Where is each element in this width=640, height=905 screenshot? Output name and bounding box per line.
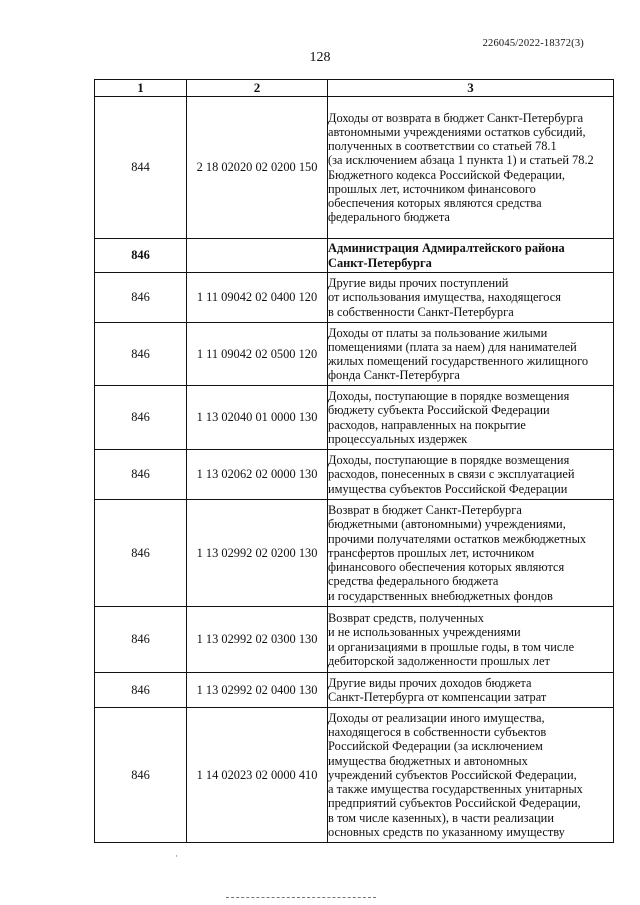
admin-code-cell: 846: [95, 500, 187, 607]
table-row: [95, 97, 614, 239]
budget-code-cell: 1 13 02062 02 0000 130: [187, 450, 328, 500]
budget-code-cell: [187, 239, 328, 273]
revenue-name-cell: Другие виды прочих доходов бюджета Санкт-Петербурга от компенсации затрат: [328, 673, 614, 708]
table-row: [95, 500, 614, 607]
budget-revenue-table: [94, 79, 614, 843]
revenue-name-cell: Доходы, поступающие в порядке возмещения расходов, понесенных в связи с эксплуатацией имущества субъектов Российской Федерации: [328, 450, 614, 500]
budget-code-cell: 2 18 02020 02 0200 150: [187, 97, 328, 239]
document-id: 226045/2022-18372(3): [482, 38, 584, 49]
table-row: [95, 673, 614, 708]
revenue-name-cell: Доходы от возврата в бюджет Санкт-Петербурга автономными учреждениями остатков субсидий, полученных в соответствии со статьей 78.1 (за исключением абзаца 1 пункта 1) и статьей 78.2 Бюджетного кодекса Российской Федерации, прошлых лет, источником финансового обеспечения которых являются средства федерального бюджета: [328, 97, 614, 239]
budget-code-cell: 1 13 02992 02 0200 130: [187, 500, 328, 607]
budget-code-cell: 1 13 02992 02 0300 130: [187, 607, 328, 673]
column-header-3: 3: [328, 80, 614, 97]
budget-code-cell: 1 13 02992 02 0400 130: [187, 673, 328, 708]
scan-mark: ·: [175, 851, 178, 861]
admin-code-cell: 846: [95, 607, 187, 673]
admin-code-cell: 846: [95, 239, 187, 273]
revenue-name-cell: Доходы от платы за пользование жилыми помещениями (плата за наем) для нанимателей жилых помещений государственного жилищного фонда Санкт-Петербурга: [328, 323, 614, 386]
budget-code-cell: 1 11 09042 02 0400 120: [187, 273, 328, 323]
revenue-name-cell: Возврат в бюджет Санкт-Петербурга бюджетными (автономными) учреждениями, прочими получателями остатков межбюджетных трансфертов прошлых лет, источником финансового обеспечения которых являются средства федерального бюджета и государственных внебюджетных фондов: [328, 500, 614, 607]
revenue-name-cell: Возврат средств, полученных и не использованных учреждениями и организациями в прошлые годы, в том числе дебиторской задолженности прошлых лет: [328, 607, 614, 673]
table-row: [95, 450, 614, 500]
admin-code-cell: 846: [95, 673, 187, 708]
column-header-2: 2: [187, 80, 328, 97]
admin-code-cell: 846: [95, 386, 187, 450]
table-row: [95, 708, 614, 843]
budget-code-cell: 1 13 02040 01 0000 130: [187, 386, 328, 450]
table-header-row: [95, 80, 614, 97]
admin-code-cell: 846: [95, 450, 187, 500]
table-row: [95, 607, 614, 673]
admin-code-cell: 846: [95, 708, 187, 843]
page-number: 128: [309, 50, 331, 65]
table-row: [95, 273, 614, 323]
admin-code-cell: 846: [95, 323, 187, 386]
column-header-1: 1: [95, 80, 187, 97]
organization-row: [95, 239, 614, 273]
scan-artifact-divider: [226, 897, 376, 898]
revenue-name-cell: Доходы, поступающие в порядке возмещения бюджету субъекта Российской Федерации расходов, направленных на покрытие процессуальных издержек: [328, 386, 614, 450]
budget-code-cell: 1 11 09042 02 0500 120: [187, 323, 328, 386]
budget-code-cell: 1 14 02023 02 0000 410: [187, 708, 328, 843]
revenue-name-cell: Доходы от реализации иного имущества, находящегося в собственности субъектов Российской Федерации (за исключением имущества бюджетных и автономных учреждений субъектов Российской Федерации, а также имущества государственных унитарных предприятий субъектов Российской Федерации, в том числе казенных), в части реализации основных средств по указанному имуществу: [328, 708, 614, 843]
table-row: [95, 386, 614, 450]
revenue-name-cell: Другие виды прочих поступлений от использования имущества, находящегося в собственности Санкт-Петербурга: [328, 273, 614, 323]
organization-name-cell: Администрация Адмиралтейского района Санкт-Петербурга: [328, 239, 614, 273]
table-row: [95, 323, 614, 386]
admin-code-cell: 846: [95, 273, 187, 323]
admin-code-cell: 844: [95, 97, 187, 239]
